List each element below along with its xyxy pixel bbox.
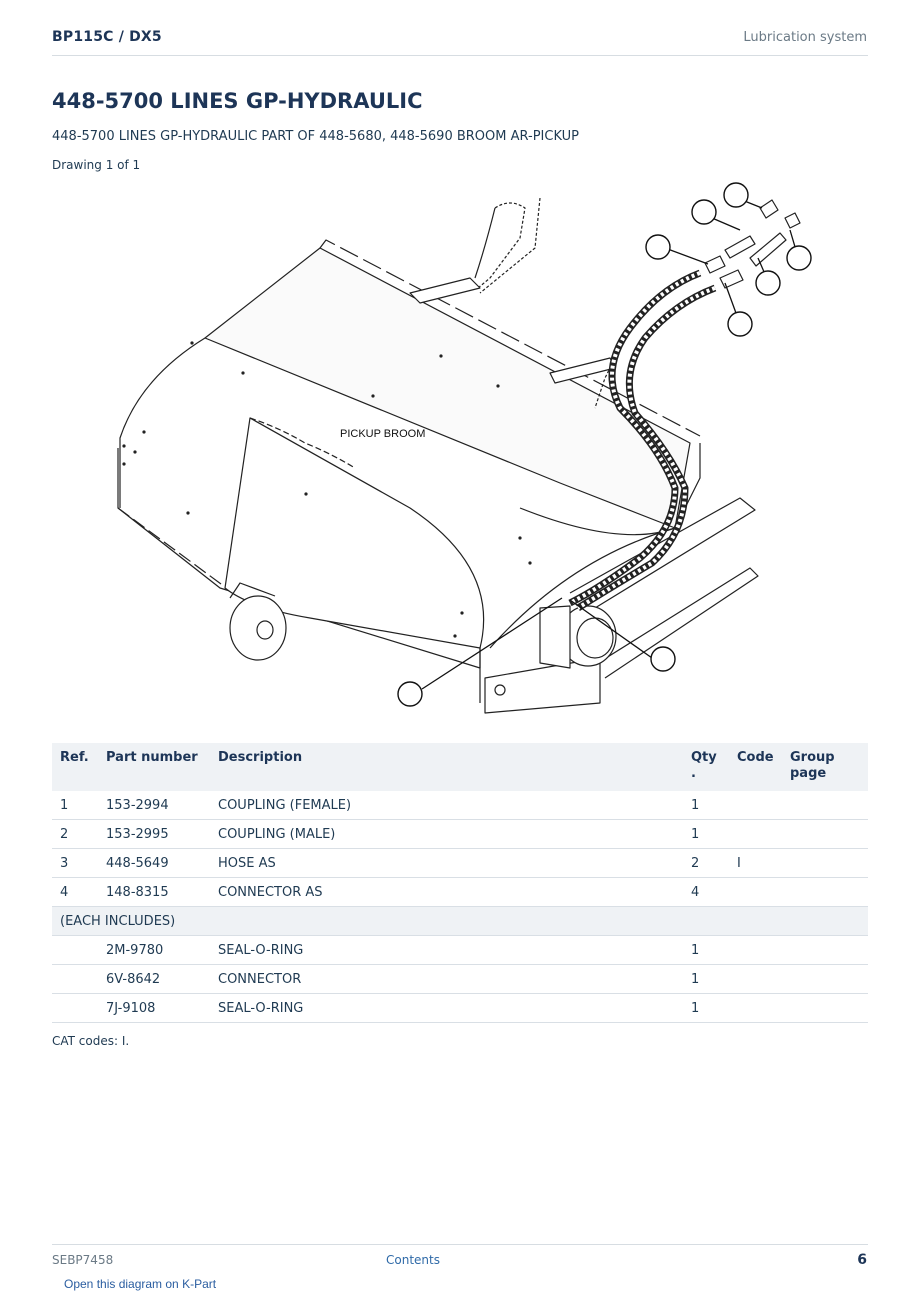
cell-group-page (782, 878, 868, 907)
coupling-female (705, 236, 755, 273)
cell-part-number: 6V-8642 (98, 965, 210, 994)
callout-circle (724, 183, 748, 207)
col-group-page: Group page (782, 743, 868, 791)
page-subtitle: 448-5700 LINES GP-HYDRAULIC PART OF 448-5680, 448-5690 BROOM AR-PICKUP (52, 129, 579, 144)
callout-circle (756, 271, 780, 295)
cell-ref: 4 (52, 878, 98, 907)
cell-ref: 3 (52, 849, 98, 878)
callout-circle (728, 312, 752, 336)
col-description: Description (210, 743, 683, 791)
col-part-number: Part number (98, 743, 210, 791)
caster-wheel (230, 596, 286, 660)
table-row (52, 994, 868, 1023)
cell-part-number: 7J-9108 (98, 994, 210, 1023)
header-divider (52, 55, 868, 56)
cell-description: COUPLING (MALE) (210, 820, 683, 849)
diagram-label: PICKUP BROOM (340, 428, 426, 440)
cell-code: I (729, 849, 782, 878)
cell-group-page (782, 849, 868, 878)
col-ref: Ref. (52, 743, 98, 791)
table-row (52, 878, 868, 907)
callout-circle (787, 246, 811, 270)
cell-code (729, 820, 782, 849)
callout-circle (398, 682, 422, 706)
col-qty: Qty . (683, 743, 729, 791)
cell-part-number: 448-5649 (98, 849, 210, 878)
cat-codes-note: CAT codes: I. (52, 1034, 130, 1048)
kpart-link[interactable]: Open this diagram on K-Part (64, 1277, 217, 1291)
cell-qty: 1 (683, 791, 729, 820)
cell-ref (52, 965, 98, 994)
page-title: 448-5700 LINES GP-HYDRAULIC (52, 89, 423, 113)
cell-description: SEAL-O-RING (210, 994, 683, 1023)
callout-circle (692, 200, 716, 224)
cell-qty: 2 (683, 849, 729, 878)
cell-ref (52, 994, 98, 1023)
cell-part-number: 148-8315 (98, 878, 210, 907)
cell-code (729, 994, 782, 1023)
callout-circle (646, 235, 670, 259)
table-row (52, 849, 868, 878)
footer-divider (52, 1244, 868, 1245)
cell-description: COUPLING (FEMALE) (210, 791, 683, 820)
header-section: Lubrication system (743, 30, 867, 45)
parts-table (52, 743, 868, 1023)
cell-description: SEAL-O-RING (210, 936, 683, 965)
cell-code (729, 791, 782, 820)
cell-ref: 1 (52, 791, 98, 820)
cell-description: HOSE AS (210, 849, 683, 878)
table-row (52, 936, 868, 965)
cell-group-page (782, 936, 868, 965)
header-model: BP115C / DX5 (52, 29, 162, 45)
table-row (52, 820, 868, 849)
cell-ref: 2 (52, 820, 98, 849)
table-row (52, 965, 868, 994)
cell-code (729, 965, 782, 994)
cell-description: CONNECTOR (210, 965, 683, 994)
cell-code (729, 878, 782, 907)
lift-chain-left (478, 198, 540, 293)
cell-ref (52, 936, 98, 965)
cell-part-number: 153-2994 (98, 791, 210, 820)
cell-qty: 1 (683, 936, 729, 965)
footer-doc-id: SEBP7458 (52, 1253, 114, 1267)
cell-group-page (782, 820, 868, 849)
cell-part-number: 2M-9780 (98, 936, 210, 965)
cell-group-page (782, 994, 868, 1023)
cell-code (729, 936, 782, 965)
cell-description: CONNECTOR AS (210, 878, 683, 907)
table-note-row (52, 907, 868, 936)
contents-link[interactable]: Contents (386, 1253, 440, 1267)
drawing-count: Drawing 1 of 1 (52, 158, 141, 172)
table-header-row (52, 743, 868, 791)
includes-note: (EACH INCLUDES) (52, 907, 868, 936)
cell-qty: 1 (683, 820, 729, 849)
callout-circle (651, 647, 675, 671)
parts-diagram (100, 178, 830, 723)
cell-part-number: 153-2995 (98, 820, 210, 849)
page-number: 6 (857, 1252, 867, 1268)
cell-group-page (782, 791, 868, 820)
col-code: Code (729, 743, 782, 791)
cell-group-page (782, 965, 868, 994)
cell-qty: 1 (683, 965, 729, 994)
cell-qty: 4 (683, 878, 729, 907)
table-row (52, 791, 868, 820)
cell-qty: 1 (683, 994, 729, 1023)
